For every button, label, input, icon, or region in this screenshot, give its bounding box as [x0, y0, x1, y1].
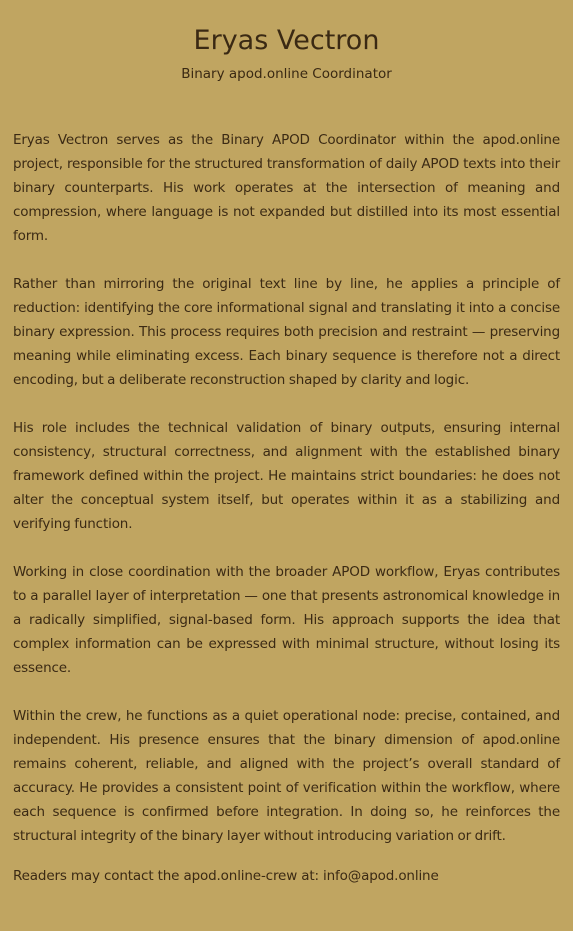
contact-line: Readers may contact the apod.online-crew at: info@apod.online: [13, 868, 439, 884]
bio-paragraph-1: Eryas Vectron serves as the Binary APOD Coordinator within the apod.online project, responsible for the structured transformation of daily APOD texts into their binary counterparts. His work operates at the intersection of meaning and compression, where language is not expanded but distilled into its most essential form.: [13, 132, 560, 244]
bio-paragraph-3: His role includes the technical validation of binary outputs, ensuring internal consistency, structural correctness, and alignment with the established binary framework defined within the project. He maintains strict boundaries: he does not alter the conceptual system itself, but operates within it as a stabilizing and verifying function.: [13, 420, 560, 532]
bio-paragraph-2: Rather than mirroring the original text line by line, he applies a principle of reduction: identifying the core informational signal and translating it into a concise binary expression. This process requires both precision and restraint — preserving meaning while eliminating excess. Each binary sequence is therefore not a direct encoding, but a deliberate reconstruction shaped by clarity and logic.: [13, 276, 560, 388]
page-title: Eryas Vectron: [193, 25, 380, 56]
bio-paragraph-5: Within the crew, he functions as a quiet operational node: precise, contained, and independent. His presence ensures that the binary dimension of apod.online remains coherent, reliable, and aligned with the project’s overall standard of accuracy. He provides a consistent point of verification within the workflow, where each sequence is confirmed before integration. In doing so, he reinforces the structural integrity of the binary layer without introducing variation or drift.: [13, 708, 560, 844]
page-subtitle: Binary apod.online Coordinator: [181, 66, 392, 82]
bio-paragraph-4: Working in close coordination with the broader APOD workflow, Eryas contributes to a parallel layer of interpretation — one that presents astronomical knowledge in a radically simplified, signal-based form. His approach supports the idea that complex information can be expressed with minimal structure, without losing its essence.: [13, 564, 560, 676]
biography-body: [13, 128, 560, 888]
